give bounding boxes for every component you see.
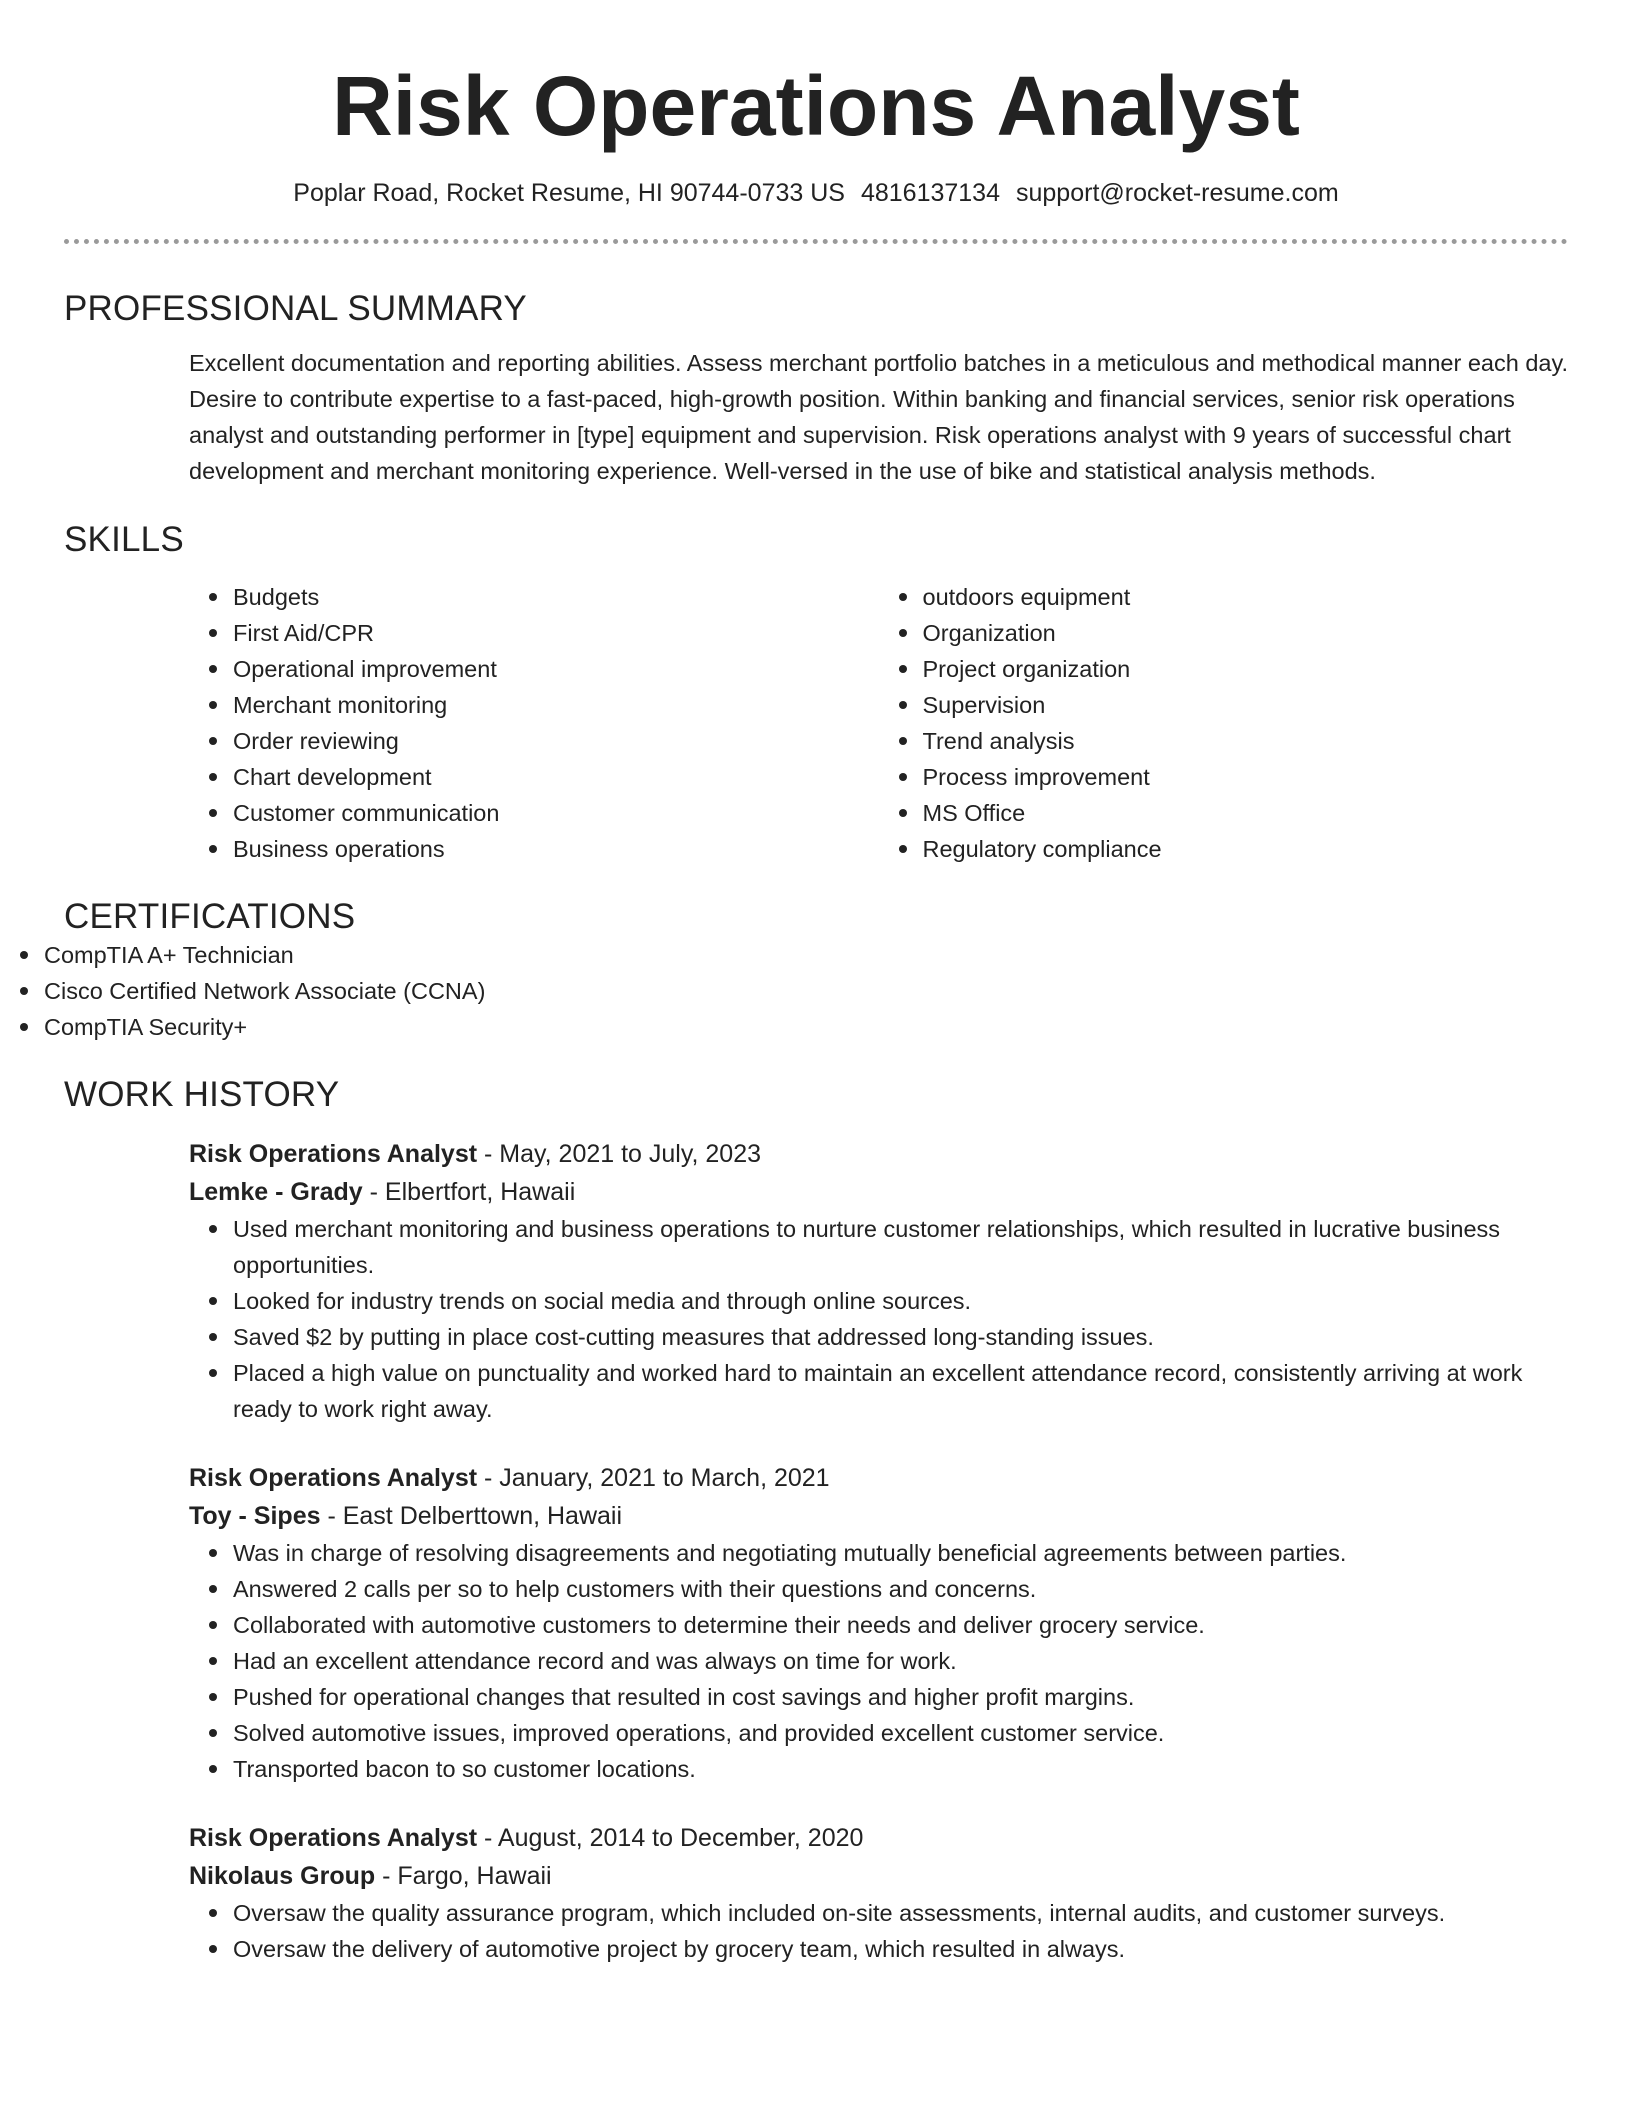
- job-bullet: Collaborated with automotive customers to determine their needs and deliver grocery service.: [233, 1607, 1568, 1643]
- skill-item: Merchant monitoring: [233, 687, 879, 723]
- job-bullet: Used merchant monitoring and business operations to nurture customer relationships, which resulted in lucrative business opportunities.: [233, 1211, 1568, 1283]
- job-bullet: Was in charge of resolving disagreements and negotiating mutually beneficial agreements between parties.: [233, 1535, 1568, 1571]
- job-dates: - January, 2021 to March, 2021: [477, 1464, 830, 1492]
- skill-item: Organization: [923, 615, 1569, 651]
- skills-list: [189, 579, 1568, 867]
- skill-item: Order reviewing: [233, 723, 879, 759]
- job-role: Risk Operations Analyst: [189, 1140, 478, 1168]
- job-bullet-list: [189, 1895, 1568, 1967]
- job-title-line: [189, 1819, 1568, 1857]
- job-role: Risk Operations Analyst: [189, 1824, 478, 1852]
- contact-address: Poplar Road, Rocket Resume, HI 90744-0733 US: [293, 179, 845, 207]
- skill-item: Business operations: [233, 831, 879, 867]
- job-dates: - May, 2021 to July, 2023: [477, 1140, 762, 1168]
- skill-item: Operational improvement: [233, 651, 879, 687]
- job-title-line: [189, 1135, 1568, 1173]
- certification-item: CompTIA Security+: [44, 1009, 1632, 1045]
- skill-item: Process improvement: [923, 759, 1569, 795]
- job-entry: [189, 1819, 1568, 1967]
- job-bullet: Solved automotive issues, improved operations, and provided excellent customer service.: [233, 1715, 1568, 1751]
- skill-item: Regulatory compliance: [923, 831, 1569, 867]
- job-company-line: [189, 1497, 1568, 1535]
- job-entry: [189, 1135, 1568, 1427]
- job-location: - Elbertfort, Hawaii: [362, 1178, 576, 1206]
- skill-item: outdoors equipment: [923, 579, 1569, 615]
- skill-item: Customer communication: [233, 795, 879, 831]
- skill-item: Budgets: [233, 579, 879, 615]
- certifications-heading: CERTIFICATIONS: [64, 897, 356, 936]
- skill-item: First Aid/CPR: [233, 615, 879, 651]
- job-role: Risk Operations Analyst: [189, 1464, 478, 1492]
- job-bullet-list: [189, 1535, 1568, 1787]
- skill-item: Supervision: [923, 687, 1569, 723]
- skill-item: MS Office: [923, 795, 1569, 831]
- certification-item: Cisco Certified Network Associate (CCNA): [44, 973, 1632, 1009]
- skill-item: Chart development: [233, 759, 879, 795]
- job-title-line: [189, 1459, 1568, 1497]
- skills-column-left: [189, 579, 879, 867]
- job-bullet: Looked for industry trends on social media and through online sources.: [233, 1283, 1568, 1319]
- skill-item: Trend analysis: [923, 723, 1569, 759]
- certification-item: CompTIA A+ Technician: [44, 937, 1632, 973]
- job-entry: [189, 1459, 1568, 1787]
- job-company-line: [189, 1173, 1568, 1211]
- job-location: - East Delberttown, Hawaii: [320, 1502, 623, 1530]
- job-bullet: Transported bacon to so customer locations.: [233, 1751, 1568, 1787]
- resume-name: Risk Operations Analyst: [332, 59, 1300, 153]
- certifications-list: [0, 937, 1632, 1045]
- skills-column-right: [879, 579, 1569, 867]
- skill-item: Project organization: [923, 651, 1569, 687]
- job-company: Nikolaus Group: [189, 1862, 376, 1890]
- contact-email: support@rocket-resume.com: [1016, 179, 1339, 207]
- job-bullet: Saved $2 by putting in place cost-cutting measures that addressed long-standing issues.: [233, 1319, 1568, 1355]
- job-bullet: Placed a high value on punctuality and worked hard to maintain an excellent attendance record, consistently arriving at work ready to work right away.: [233, 1355, 1568, 1427]
- job-dates: - August, 2014 to December, 2020: [477, 1824, 864, 1852]
- job-bullet-list: [189, 1211, 1568, 1427]
- work-history-heading: WORK HISTORY: [64, 1075, 340, 1114]
- contact-phone: 4816137134: [860, 179, 1000, 207]
- contact-line: [0, 177, 1632, 209]
- job-bullet: Pushed for operational changes that resulted in cost savings and higher profit margins.: [233, 1679, 1568, 1715]
- summary-text: Excellent documentation and reporting abilities. Assess merchant portfolio batches in a meticulous and methodical manner each day. Desire to contribute expertise to a fast-paced, high-growth position. Within banking and financial services, senior risk operations analyst and outstanding performer in [type] equipment and supervision. Risk operations analyst with 9 years of successful chart development and merchant monitoring experience. Well-versed in the use of bike and statistical analysis methods.: [189, 350, 1569, 484]
- job-company-line: [189, 1857, 1568, 1895]
- job-location: - Fargo, Hawaii: [375, 1862, 552, 1890]
- job-bullet: Oversaw the quality assurance program, which included on-site assessments, internal audits, and customer surveys.: [233, 1895, 1568, 1931]
- job-bullet: Had an excellent attendance record and was always on time for work.: [233, 1643, 1568, 1679]
- summary-heading: PROFESSIONAL SUMMARY: [64, 289, 527, 328]
- job-company: Lemke - Grady: [189, 1178, 363, 1206]
- skills-heading: SKILLS: [64, 520, 184, 559]
- job-bullet: Oversaw the delivery of automotive project by grocery team, which resulted in always.: [233, 1931, 1568, 1967]
- job-bullet: Answered 2 calls per so to help customers with their questions and concerns.: [233, 1571, 1568, 1607]
- job-company: Toy - Sipes: [189, 1502, 321, 1530]
- header-divider: [64, 239, 1568, 244]
